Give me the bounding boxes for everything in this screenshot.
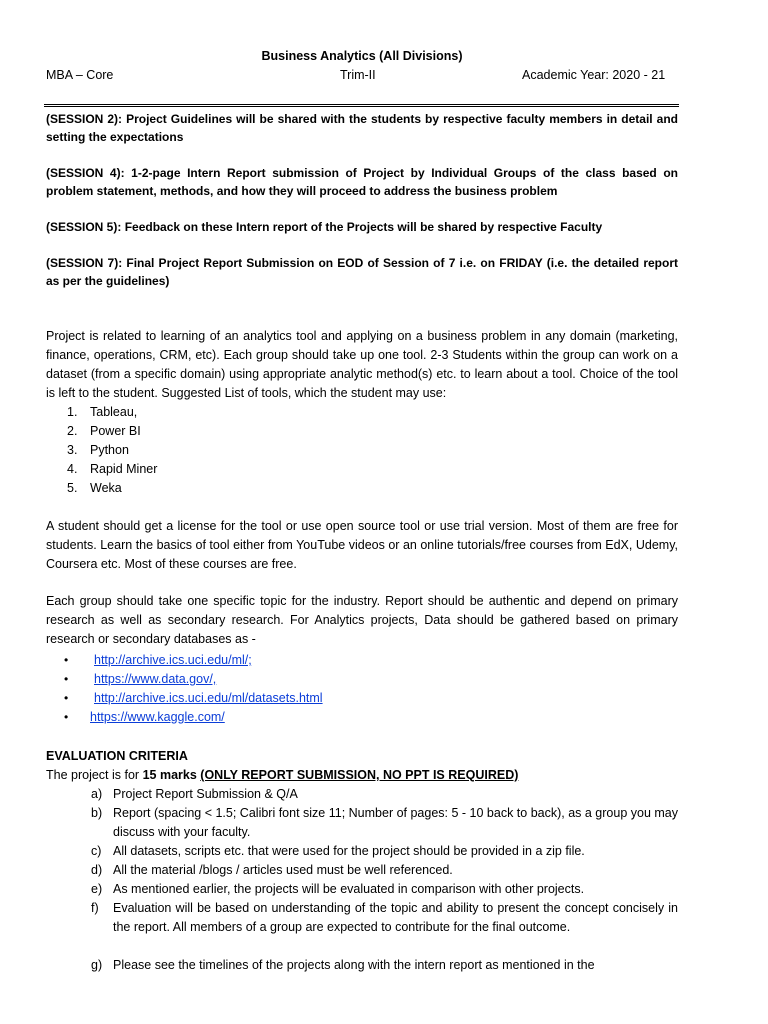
dataset-link-kaggle[interactable]: https://www.kaggle.com/ <box>90 710 225 724</box>
header-divider <box>44 104 679 107</box>
session-5: (SESSION 5): Feedback on these Intern report of the Projects will be shared by respective Faculty <box>46 220 603 234</box>
program-label: MBA – Core <box>46 68 114 82</box>
criteria-item: b) Report (spacing < 1.5; Calibri font size 11; Number of pages: 5 - 10 back to back), as a group you may discuss with your faculty. <box>91 806 678 839</box>
list-item: • https://www.kaggle.com/ <box>0 708 768 727</box>
document-title: Business Analytics (All Divisions) <box>261 49 463 63</box>
criteria-item: c) All datasets, scripts etc. that were used for the project should be provided in a zip file. <box>91 844 585 858</box>
intro-paragraph: Project is related to learning of an analytics tool and applying on a business problem in any domain (marketing, finance, operations, CRM, etc). Each group should take up one tool. 2-3 Students within the group can work on a dataset (from a specific domain) using appropriate analytic method(s) etc. to learn about a tool. Choice of the tool is left to the student. Suggested List of tools, which the student may use: <box>46 329 678 400</box>
topic-paragraph: Each group should take one specific topic for the industry. Report should be authentic and depend on primary research as well as secondary research. For Analytics projects, Data should be gathered based on primary research or secondary databases as - <box>46 594 678 646</box>
list-item: • http://archive.ics.uci.edu/ml/; <box>0 651 768 670</box>
dataset-link-uci[interactable]: http://archive.ics.uci.edu/ml/; <box>94 653 252 667</box>
criteria-item: d) All the material /blogs / articles used must be well referenced. <box>91 863 453 877</box>
session-2: (SESSION 2): Project Guidelines will be shared with the students by respective faculty members in detail and setting the expectations <box>46 112 678 144</box>
dataset-link-uci-datasets[interactable]: http://archive.ics.uci.edu/ml/datasets.html <box>94 691 323 705</box>
list-item: 2. Power BI <box>67 424 141 438</box>
list-item: 4. Rapid Miner <box>67 462 158 476</box>
criteria-item: g) Please see the timelines of the projects along with the intern report as mentioned in the <box>91 958 595 972</box>
evaluation-heading: EVALUATION CRITERIA <box>46 749 188 763</box>
criteria-item: a) Project Report Submission & Q/A <box>91 787 298 801</box>
dataset-link-datagov[interactable]: https://www.data.gov/, <box>94 672 217 686</box>
list-item: 1. Tableau, <box>67 405 138 419</box>
term-label: Trim-II <box>340 68 376 82</box>
academic-year: Academic Year: 2020 - 21 <box>522 68 666 82</box>
list-item: • https://www.data.gov/, <box>0 670 768 689</box>
list-item: • http://archive.ics.uci.edu/ml/datasets.html <box>0 689 768 708</box>
list-item: 3. Python <box>67 443 129 457</box>
criteria-item: e) As mentioned earlier, the projects will be evaluated in comparison with other projects. <box>91 882 585 896</box>
session-7: (SESSION 7): Final Project Report Submission on EOD of Session of 7 i.e. on FRIDAY (i.e. the detailed report as per the guidelines) <box>46 256 678 288</box>
license-paragraph: A student should get a license for the tool or use open source tool or use trial version. Most of them are free for students. Learn the basics of tool either from YouTube videos or an online tutorials/free courses from EdX, Udemy, Coursera etc. Most of these courses are free. <box>46 519 678 571</box>
criteria-item: f) Evaluation will be based on understanding of the topic and ability to present the concept concisely in the report. All members of a group are expected to contribute for the final outcome. <box>91 901 678 934</box>
list-item: 5. Weka <box>67 481 122 495</box>
session-4: (SESSION 4): 1-2-page Intern Report submission of Project by Individual Groups of the class based on problem statement, methods, and how they will proceed to address the business problem <box>46 166 678 198</box>
marks-line: The project is for 15 marks (ONLY REPORT SUBMISSION, NO PPT IS REQUIRED) <box>46 768 519 782</box>
